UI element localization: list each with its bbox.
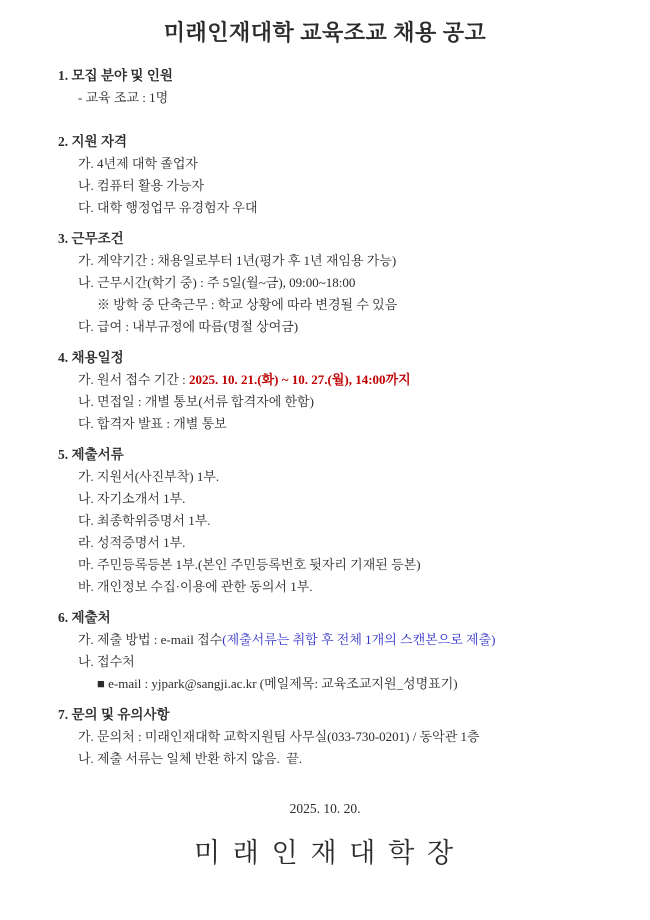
document-sections	[0, 65, 650, 770]
document-line	[78, 748, 650, 770]
document-line	[78, 554, 650, 576]
text-segment: 가. 제출 방법 : e-mail 접수	[78, 632, 223, 647]
red-text-segment: 2025. 10. 21.(화) ~ 10. 27.(월), 14:00까지	[189, 372, 411, 387]
section	[0, 131, 650, 219]
text-segment: - 교육 조교 : 1명	[78, 90, 169, 105]
document-line	[78, 87, 650, 109]
blue-text-segment: (제출서류는 취합 후 전체 1개의 스캔본으로 제출)	[222, 632, 496, 647]
text-segment: 나. 자기소개서 1부.	[78, 491, 186, 506]
document-line	[78, 466, 650, 488]
section-heading: 3. 근무조건	[58, 231, 124, 246]
text-segment: 가. 4년제 대학 졸업자	[78, 156, 198, 171]
document-line	[78, 272, 650, 294]
section	[0, 444, 650, 598]
text-segment: 나. 면접일 : 개별 통보(서류 합격자에 한함)	[78, 394, 314, 409]
text-segment: ■ e-mail : yjpark@sangji.ac.kr (메일제목: 교육조교지원_성명표기)	[97, 676, 458, 691]
document-line	[78, 532, 650, 554]
document-line	[78, 629, 650, 651]
document-line	[78, 369, 650, 391]
text-segment: 나. 접수처	[78, 654, 135, 669]
text-segment: 나. 근무시간(학기 중) : 주 5일(월~금), 09:00~18:00	[78, 275, 356, 290]
section-heading: 2. 지원 자격	[58, 134, 128, 149]
document-title: 미래인재대학 교육조교 채용 공고	[163, 20, 487, 45]
text-segment: 바. 개인정보 수집·이용에 관한 동의서 1부.	[78, 579, 313, 594]
section	[0, 65, 650, 109]
text-segment: 다. 합격자 발표 : 개별 통보	[78, 416, 227, 431]
text-segment: 다. 급여 : 내부규정에 따름(명절 상여금)	[78, 319, 299, 334]
text-segment: 가. 문의처 : 미래인재대학 교학지원팀 사무실(033-730-0201) / 동악관 1층	[78, 729, 480, 744]
text-segment: 가. 지원서(사진부착) 1부.	[78, 469, 220, 484]
section	[0, 607, 650, 695]
document-line	[78, 651, 650, 673]
document-line	[78, 413, 650, 435]
document-line	[78, 488, 650, 510]
section-heading: 7. 문의 및 유의사항	[58, 707, 170, 722]
section-heading: 6. 제출처	[58, 610, 111, 625]
document-line	[97, 673, 650, 695]
document-line	[78, 316, 650, 338]
text-segment: 나. 제출 서류는 일체 반환 하지 않음. 끝.	[78, 751, 303, 766]
section-heading: 1. 모집 분야 및 인원	[58, 68, 173, 83]
section-heading: 4. 채용일정	[58, 350, 124, 365]
text-segment: 라. 성적증명서 1부.	[78, 535, 186, 550]
text-segment: 다. 대학 행정업무 유경험자 우대	[78, 200, 258, 215]
document-line	[78, 175, 650, 197]
document-line	[78, 726, 650, 748]
text-segment: 가. 원서 접수 기간 :	[78, 372, 190, 387]
section	[0, 704, 650, 770]
text-segment: 마. 주민등록등본 1부.(본인 주민등록번호 뒷자리 기재된 등본)	[78, 557, 421, 572]
text-segment: ※ 방학 중 단축근무 : 학교 상황에 따라 변경될 수 있음	[97, 297, 398, 312]
document-line	[78, 391, 650, 413]
document-line	[78, 576, 650, 598]
document-line	[78, 197, 650, 219]
section	[0, 347, 650, 435]
document-line	[78, 510, 650, 532]
document-line	[78, 153, 650, 175]
text-segment: 다. 최종학위증명서 1부.	[78, 513, 211, 528]
document-date: 2025. 10. 20.	[289, 801, 361, 816]
document-line	[78, 250, 650, 272]
text-segment: 나. 컴퓨터 활용 가능자	[78, 178, 205, 193]
section	[0, 228, 650, 338]
signature-line: 미 래 인 재 대 학 장	[193, 838, 457, 868]
section-heading: 5. 제출서류	[58, 447, 124, 462]
document-line	[97, 294, 650, 316]
text-segment: 가. 계약기간 : 채용일로부터 1년(평가 후 1년 재임용 가능)	[78, 253, 397, 268]
